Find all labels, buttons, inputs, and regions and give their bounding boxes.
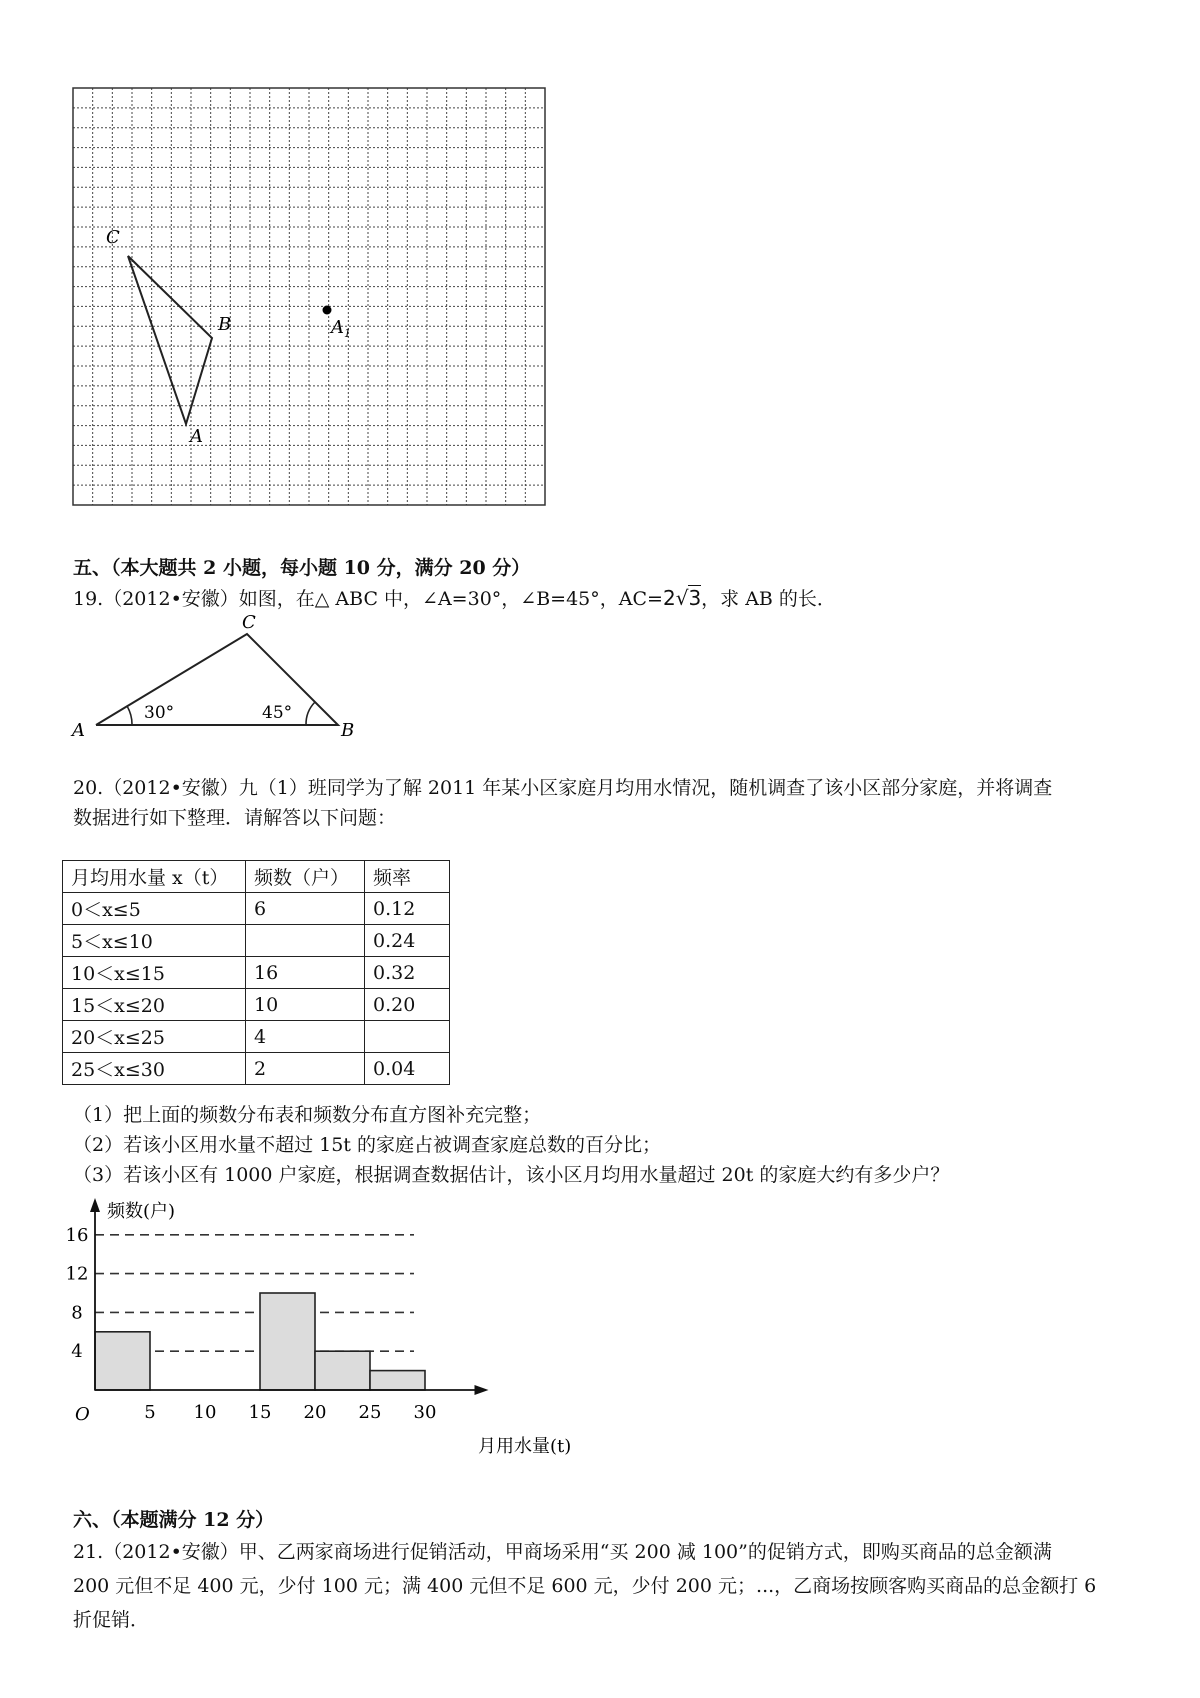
x-tick-label: 30 (413, 1402, 437, 1423)
angle-b-arc (306, 702, 315, 725)
table-cell: 6 (246, 893, 365, 925)
table-row (63, 1053, 450, 1085)
frequency-table (62, 860, 450, 1085)
q19-triangle (96, 634, 338, 725)
table-cell: 0.20 (365, 989, 450, 1021)
table-cell: 16 (246, 957, 365, 989)
q19-text-before: 19.（2012•安徽）如图，在△ ABC 中，∠A=30°，∠B=45°，AC= (73, 588, 663, 610)
q19-label-c: C (242, 612, 256, 633)
q21-line2: 200 元但不足 400 元，少付 100 元；满 400 元但不足 600 元，少付 200 元；...，乙商场按顾客购买商品的总金额打 6 (73, 1575, 1097, 1597)
table-cell: 5＜x≤10 (63, 925, 246, 957)
q20-sub2: （2）若该小区用水量不超过 15t 的家庭占被调查家庭总数的百分比； (73, 1134, 661, 1156)
table-cell: 0.24 (365, 925, 450, 957)
angle-a-arc (127, 706, 132, 725)
table-cell: 25＜x≤30 (63, 1053, 246, 1085)
table-header-cell: 月均用水量 x（t） (63, 861, 246, 893)
x-axis-arrow-icon (475, 1385, 489, 1395)
table-cell: 0.12 (365, 893, 450, 925)
table-cell: 15＜x≤20 (63, 989, 246, 1021)
x-axis-label: 月用水量(t) (478, 1436, 572, 1457)
y-tick-label: 12 (65, 1263, 89, 1285)
table-row (63, 925, 450, 957)
q19-text-after: ，求 AB 的长． (701, 588, 836, 610)
label-c: C (106, 227, 120, 248)
table-row (63, 957, 450, 989)
table-row (63, 989, 450, 1021)
table-cell: 20＜x≤25 (63, 1021, 246, 1053)
x-tick-label: 5 (144, 1402, 156, 1423)
q19-radical (663, 585, 701, 610)
table-cell: 0.32 (365, 957, 450, 989)
q19-label-b: B (341, 720, 355, 740)
q19-text (73, 586, 836, 611)
histogram-bar (260, 1293, 315, 1390)
section6-heading: 六、（本题满分 12 分） (73, 1509, 275, 1531)
table-header-cell: 频数（户） (246, 861, 365, 893)
x-tick-label: 20 (303, 1402, 327, 1423)
x-tick-label: 10 (193, 1402, 217, 1423)
q19-angle-b-label: 45° (262, 703, 293, 723)
table-row (63, 893, 450, 925)
table-cell: 10＜x≤15 (63, 957, 246, 989)
q19-triangle-figure (60, 610, 370, 740)
histogram (40, 1190, 600, 1470)
q20-line1: 20.（2012•安徽）九（1）班同学为了解 2011 年某小区家庭月均用水情况，随机调查了该小区部分家庭，并将调查 (73, 777, 1053, 799)
table-cell: 0＜x≤5 (63, 893, 246, 925)
histogram-bar (95, 1332, 150, 1390)
q20-sub1: （1）把上面的频数分布表和频数分布直方图补充完整； (73, 1104, 542, 1126)
table-cell: 2 (246, 1053, 365, 1085)
radical-sign-icon: √ (675, 586, 689, 610)
histogram-bar (370, 1371, 425, 1390)
x-tick-label: 15 (248, 1402, 272, 1423)
origin-label: O (75, 1404, 90, 1425)
grid-lines (73, 88, 545, 505)
section5-heading: 五、（本大题共 2 小题，每小题 10 分，满分 20 分） (73, 557, 531, 579)
table-cell (246, 925, 365, 957)
y-axis-label: 频数(户) (107, 1201, 176, 1222)
table-cell: 10 (246, 989, 365, 1021)
label-a: A (190, 426, 203, 447)
triangle-abc (128, 256, 212, 424)
q20-sub3: （3）若该小区有 1000 户家庭，根据调查数据估计，该小区月均用水量超过 20t 的家庭大约有多少户？ (73, 1164, 950, 1186)
table-cell: 4 (246, 1021, 365, 1053)
y-tick-label: 16 (65, 1224, 89, 1246)
radical-arg: 3 (688, 586, 702, 610)
q21-line3: 折促销． (73, 1609, 150, 1631)
table-header-cell: 频率 (365, 861, 450, 893)
table-header-row (63, 861, 450, 893)
y-axis-arrow-icon (90, 1198, 100, 1212)
y-tick-label: 8 (71, 1302, 83, 1324)
q20-line2: 数据进行如下整理．请解答以下问题： (73, 807, 397, 829)
table-cell: 0.04 (365, 1053, 450, 1085)
x-tick-label: 25 (358, 1402, 382, 1423)
y-tick-label: 4 (71, 1341, 83, 1363)
q19-angle-a-label: 30° (144, 703, 175, 723)
table-row (63, 1021, 450, 1053)
label-a1: A (331, 317, 344, 338)
table-cell (365, 1021, 450, 1053)
q19-label-a: A (72, 720, 85, 740)
label-a1-sub: 1 (344, 327, 351, 340)
histogram-bar (315, 1351, 370, 1390)
point-a1 (323, 306, 332, 315)
grid-figure (0, 0, 560, 520)
radical-coeff: 2 (662, 586, 676, 610)
label-b: B (218, 314, 232, 335)
q21-line1: 21.（2012•安徽）甲、乙两家商场进行促销活动，甲商场采用“买 200 减 100”的促销方式，即购买商品的总金额满 (73, 1541, 1052, 1563)
